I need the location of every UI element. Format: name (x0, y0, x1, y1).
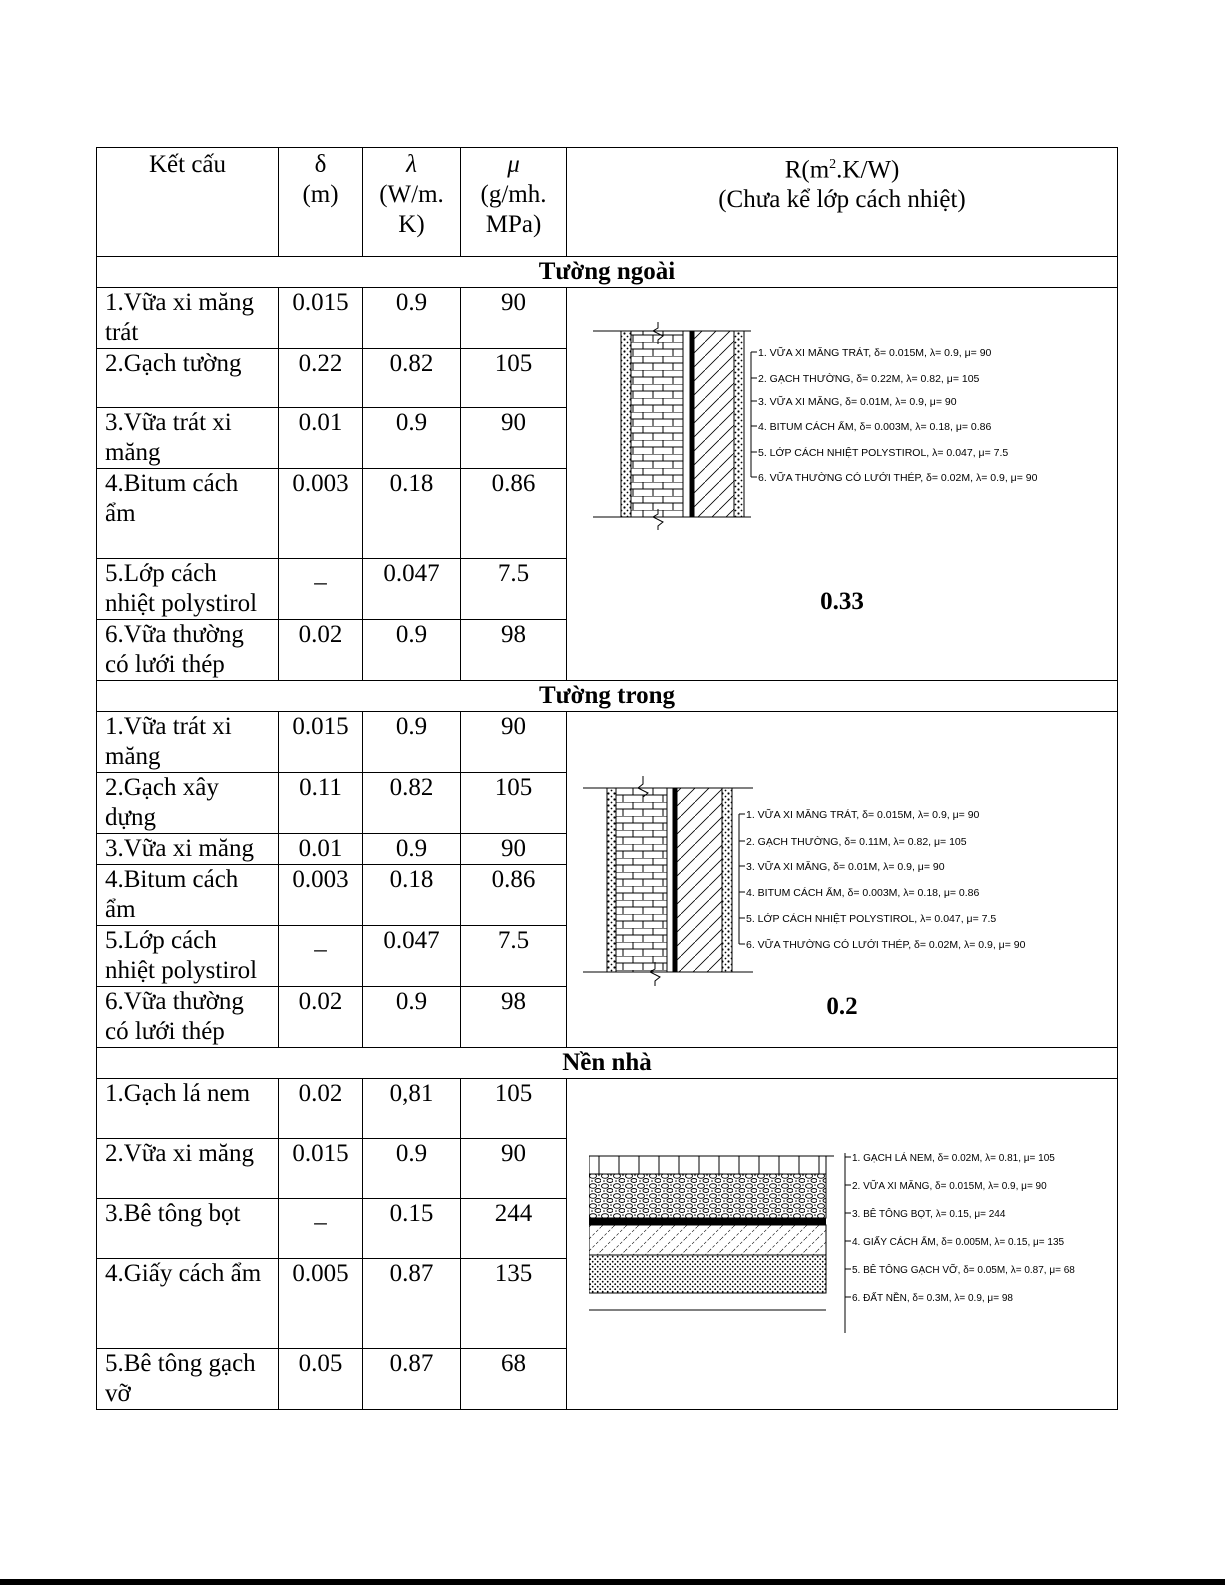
section-title-outer-wall: Tường ngoài (97, 257, 1118, 288)
header-mu: μ (g/mh. MPa) (461, 148, 567, 257)
svg-text:2. GẠCH THƯỜNG, δ= 0.11M, λ= 0: 2. GẠCH THƯỜNG, δ= 0.11M, λ= 0.82, μ= 105 (746, 836, 967, 848)
outer-wall-section-drawing (593, 314, 1143, 564)
svg-text:2. GẠCH THƯỜNG, δ= 0.22M, λ= 0: 2. GẠCH THƯỜNG, δ= 0.22M, λ= 0.82, μ= 105 (758, 373, 980, 385)
svg-text:1. VỮA XI MĂNG TRÁT, δ= 0.015M: 1. VỮA XI MĂNG TRÁT, δ= 0.015M, λ= 0.9, μ= 90 (746, 809, 980, 821)
outer-wall-figure-cell (567, 288, 1118, 681)
header-r: $R(m^2.K/W)$ (Chưa kể lớp cách nhiệt) (567, 148, 1118, 257)
table-row: 4.Giấy cách ẩm 0.005 0.87 135 (97, 1259, 1118, 1349)
svg-text:4. BITUM CÁCH ẨM, δ= 0.003M, λ: 4. BITUM CÁCH ẨM, δ= 0.003M, λ= 0.18, μ= 0.86 (746, 887, 980, 899)
svg-text:6. VỮA THƯỜNG CÓ LƯỚI THÉP, δ=: 6. VỮA THƯỜNG CÓ LƯỚI THÉP, δ= 0.02M, λ= 0.9, μ= 90 (758, 472, 1038, 484)
thermal-properties-table (96, 147, 1118, 1410)
table-row: 6.Vữa thường có lưới thép 0.02 0.9 98 (97, 620, 1118, 681)
svg-text:5. LỚP CÁCH NHIỆT POLYSTIROL,: 5. LỚP CÁCH NHIỆT POLYSTIROL, λ= 0.047, μ= 7.5 (758, 447, 1009, 459)
svg-text:4. BITUM CÁCH ẨM, δ= 0.003M, λ: 4. BITUM CÁCH ẨM, δ= 0.003M, λ= 0.18, μ= 0.86 (758, 421, 992, 433)
svg-text:6. ĐẤT NỀN, δ= 0.3M, λ= 0.9, μ: 6. ĐẤT NỀN, δ= 0.3M, λ= 0.9, μ= 98 (852, 1293, 1013, 1304)
table-row: 4.Bitum cách ẩm 0.003 0.18 0.86 (97, 469, 1118, 559)
svg-text:2. VỮA XI MĂNG, δ= 0.015M, λ=: 2. VỮA XI MĂNG, δ= 0.015M, λ= 0.9, μ= 90 (852, 1181, 1047, 1192)
table-row: 6.Vữa thường có lưới thép 0.02 0.9 98 (97, 987, 1118, 1048)
inner-wall-r-value: 0.2 (826, 993, 858, 1020)
svg-text:3. VỮA XI MĂNG, δ= 0.01M, λ= 0: 3. VỮA XI MĂNG, δ= 0.01M, λ= 0.9, μ= 90 (758, 396, 957, 408)
table-row: 1.Gạch lá nem 0.02 0,81 105 1. GẠCH LÁ NEM, δ= 0.02M, λ= 0.81, μ= 105 2. VỮA XI MĂNG, δ= 0.015M, λ= 0.9, μ= 90 3. BÊ TÔNG BỌT, λ= 0.15, μ= 244 4. GIẤY CÁCH ẨM, δ= 0.005M, λ= 0.15, μ= 135 5. BÊ TÔNG GẠCH VỠ, δ= 0.05M, λ= 0.87, μ= 68 6. ĐẤT NỀN, δ= 0.3M, λ= 0.9, μ= 98 (97, 1079, 1118, 1139)
table-row: 3.Bê tông bọt _ 0.15 244 (97, 1199, 1118, 1259)
outer-wall-r-value: 0.33 (820, 588, 864, 615)
svg-text:6. VỮA THƯỜNG CÓ LƯỚI THÉP, δ=: 6. VỮA THƯỜNG CÓ LƯỚI THÉP, δ= 0.02M, λ= 0.9, μ= 90 (746, 939, 1026, 951)
table-row: 3.Vữa xi măng 0.01 0.9 90 (97, 834, 1118, 865)
table-row: 5.Lớp cách nhiệt polystirol _ 0.047 7.5 (97, 926, 1118, 987)
floor-legend (845, 1151, 1075, 1304)
inner-wall-figure-cell (567, 712, 1118, 1048)
page-bottom-border (0, 1579, 1225, 1585)
table-row: 1.Vữa xi măng trát 0.015 0.9 90 1. VỮA XI MĂNG TRÁT, δ= 0.015M, λ= 0.9, μ= 90 2. GẠCH THƯỜNG, δ= 0.22M, λ= 0.82, μ= 105 3. VỮA XI MĂNG, δ= 0.01M, λ= 0.9, μ= 90 4. BITUM CÁCH ẨM, δ= 0.003M, λ= 0.18, μ= 0.86 5. LỚP CÁCH NHIỆT POLYSTIROL, λ= 0.047, μ= 7.5 6. VỮA THƯỜNG CÓ LƯỚI THÉP, δ= 0.02M, λ= 0.9, μ= 90 0.33 (97, 288, 1118, 349)
table-row: 3.Vữa trát xi măng 0.01 0.9 90 (97, 408, 1118, 469)
inner-wall-legend (739, 808, 1026, 951)
header-lambda: λ (W/m. K) (363, 148, 461, 257)
table-row: 5.Lớp cách nhiệt polystirol _ 0.047 7.5 (97, 559, 1118, 620)
header-row (97, 148, 1118, 257)
table-row: 2.Gạch tường 0.22 0.82 105 (97, 349, 1118, 408)
svg-text:5. BÊ TÔNG GẠCH VỠ, δ= 0.05M,: 5. BÊ TÔNG GẠCH VỠ, δ= 0.05M, λ= 0.87, μ= 68 (852, 1265, 1075, 1276)
svg-text:1. GẠCH LÁ NEM, δ= 0.02M, λ= 0: 1. GẠCH LÁ NEM, δ= 0.02M, λ= 0.81, μ= 105 (852, 1153, 1055, 1164)
svg-text:1. VỮA XI MĂNG TRÁT, δ= 0.015M: 1. VỮA XI MĂNG TRÁT, δ= 0.015M, λ= 0.9, μ= 90 (758, 347, 992, 359)
table-row: 1.Vữa trát xi măng 0.015 0.9 90 1. VỮA XI MĂNG TRÁT, δ= 0.015M, λ= 0.9, μ= 90 2. GẠCH THƯỜNG, δ= 0.11M, λ= 0.82, μ= 105 3. VỮA XI MĂNG, δ= 0.01M, λ= 0.9, μ= 90 4. BITUM CÁCH ẨM, δ= 0.003M, λ= 0.18, μ= 0.86 5. LỚP CÁCH NHIỆT POLYSTIROL, λ= 0.047, μ= 7.5 6. VỮA THƯỜNG CÓ LƯỚI THÉP, δ= 0.02M, λ= 0.9, μ= 90 0.2 (97, 712, 1118, 773)
header-structure: Kết cấu (97, 148, 279, 257)
section-title-inner-wall: Tường trong (97, 681, 1118, 712)
svg-text:4. GIẤY CÁCH ẨM, δ= 0.005M, λ=: 4. GIẤY CÁCH ẨM, δ= 0.005M, λ= 0.15, μ= 135 (852, 1237, 1065, 1248)
outer-wall-legend (751, 346, 1038, 484)
table-row: 2.Gạch xây dựng 0.11 0.82 105 (97, 773, 1118, 834)
header-delta: δ (m) (279, 148, 363, 257)
table-row: 5.Bê tông gạch vỡ 0.05 0.87 68 (97, 1349, 1118, 1410)
table-row: 4.Bitum cách ẩm 0.003 0.18 0.86 (97, 865, 1118, 926)
section-title-floor: Nền nhà (97, 1048, 1118, 1079)
svg-text:3. VỮA XI MĂNG, δ= 0.01M, λ= 0: 3. VỮA XI MĂNG, δ= 0.01M, λ= 0.9, μ= 90 (746, 861, 945, 873)
table-row: 2.Vữa xi măng 0.015 0.9 90 (97, 1139, 1118, 1199)
svg-text:5. LỚP CÁCH NHIỆT POLYSTIROL,: 5. LỚP CÁCH NHIỆT POLYSTIROL, λ= 0.047, μ= 7.5 (746, 913, 997, 925)
floor-section-drawing (589, 1143, 1139, 1343)
svg-text:3. BÊ TÔNG BỌT, λ= 0.15, μ= 24: 3. BÊ TÔNG BỌT, λ= 0.15, μ= 244 (852, 1209, 1006, 1220)
floor-figure-cell (567, 1079, 1118, 1410)
